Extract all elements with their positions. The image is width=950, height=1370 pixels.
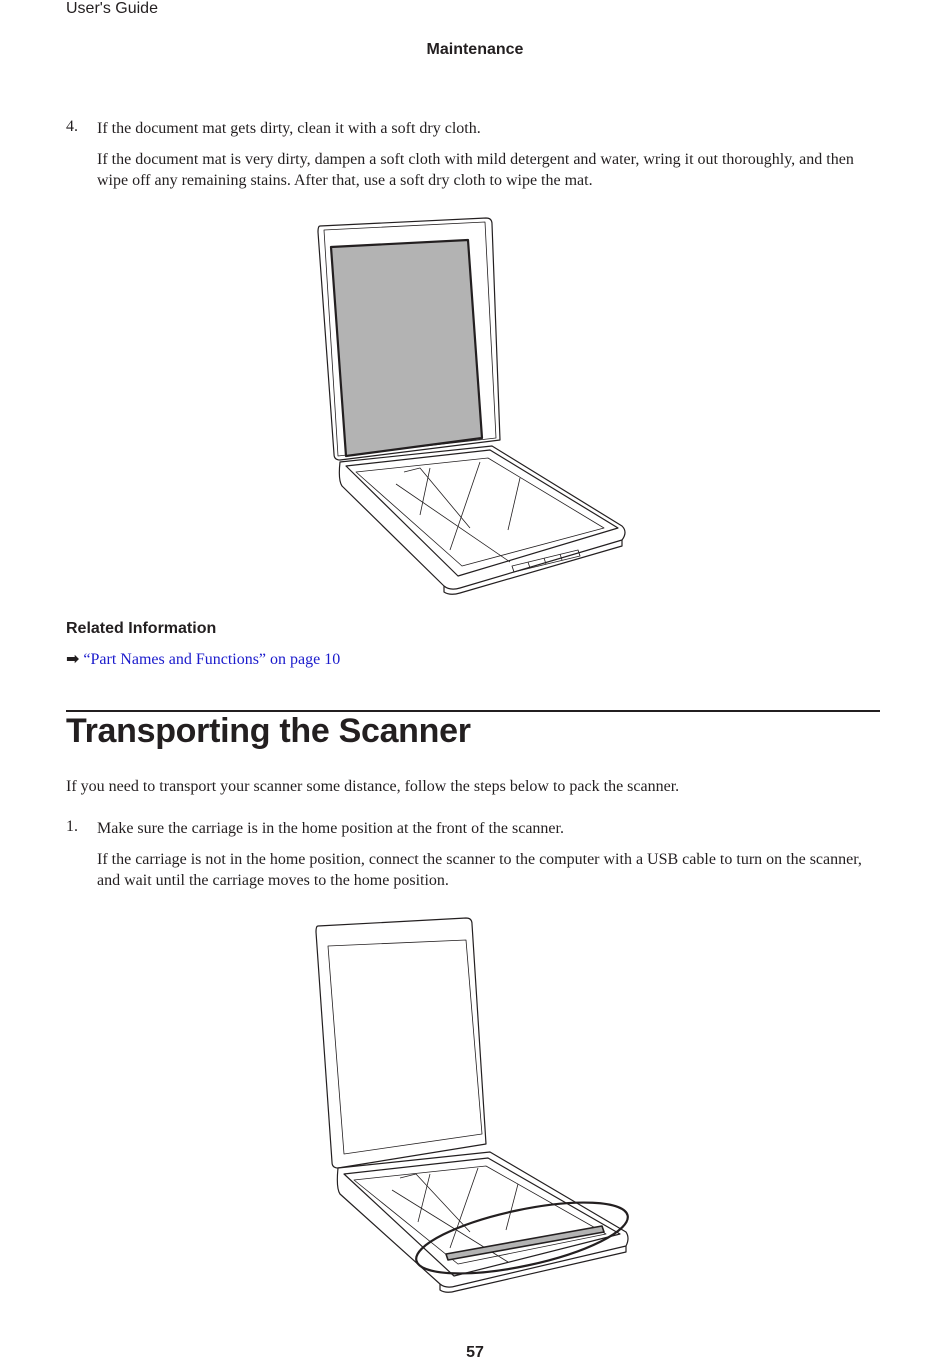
transport-intro: If you need to transport your scanner some distance, follow the steps below to pack the scanner.	[66, 778, 680, 795]
scanner-carriage-illustration	[300, 912, 640, 1292]
scanner-document-mat-illustration	[300, 210, 640, 600]
transport-heading: Transporting the Scanner	[66, 712, 471, 750]
section-title: Maintenance	[426, 41, 524, 58]
page-number: 57	[466, 1344, 484, 1361]
step-1-number: 1.	[66, 818, 78, 835]
running-head: User's Guide	[66, 0, 158, 17]
part-names-link[interactable]: “Part Names and Functions” on page 10	[83, 651, 341, 668]
step-1-detail: If the carriage is not in the home position, connect the scanner to the computer with a USB cable to turn on the scanner, and wait until the carriage moves to the home position.	[97, 851, 862, 889]
step-4-text: If the document mat gets dirty, clean it with a soft dry cloth.	[97, 120, 481, 137]
related-link-row	[66, 649, 340, 669]
step-4-detail: If the document mat is very dirty, dampen a soft cloth with mild detergent and water, wring it out thoroughly, and then wipe off any remaining stains. After that, use a soft dry cloth to wipe the mat.	[97, 151, 854, 189]
arrow-right-icon: ➡	[66, 651, 80, 668]
related-information-title: Related Information	[66, 620, 217, 637]
document-mat-shape	[331, 240, 482, 456]
step-1-text: Make sure the carriage is in the home position at the front of the scanner.	[97, 820, 564, 837]
step-4-number: 4.	[66, 118, 78, 135]
